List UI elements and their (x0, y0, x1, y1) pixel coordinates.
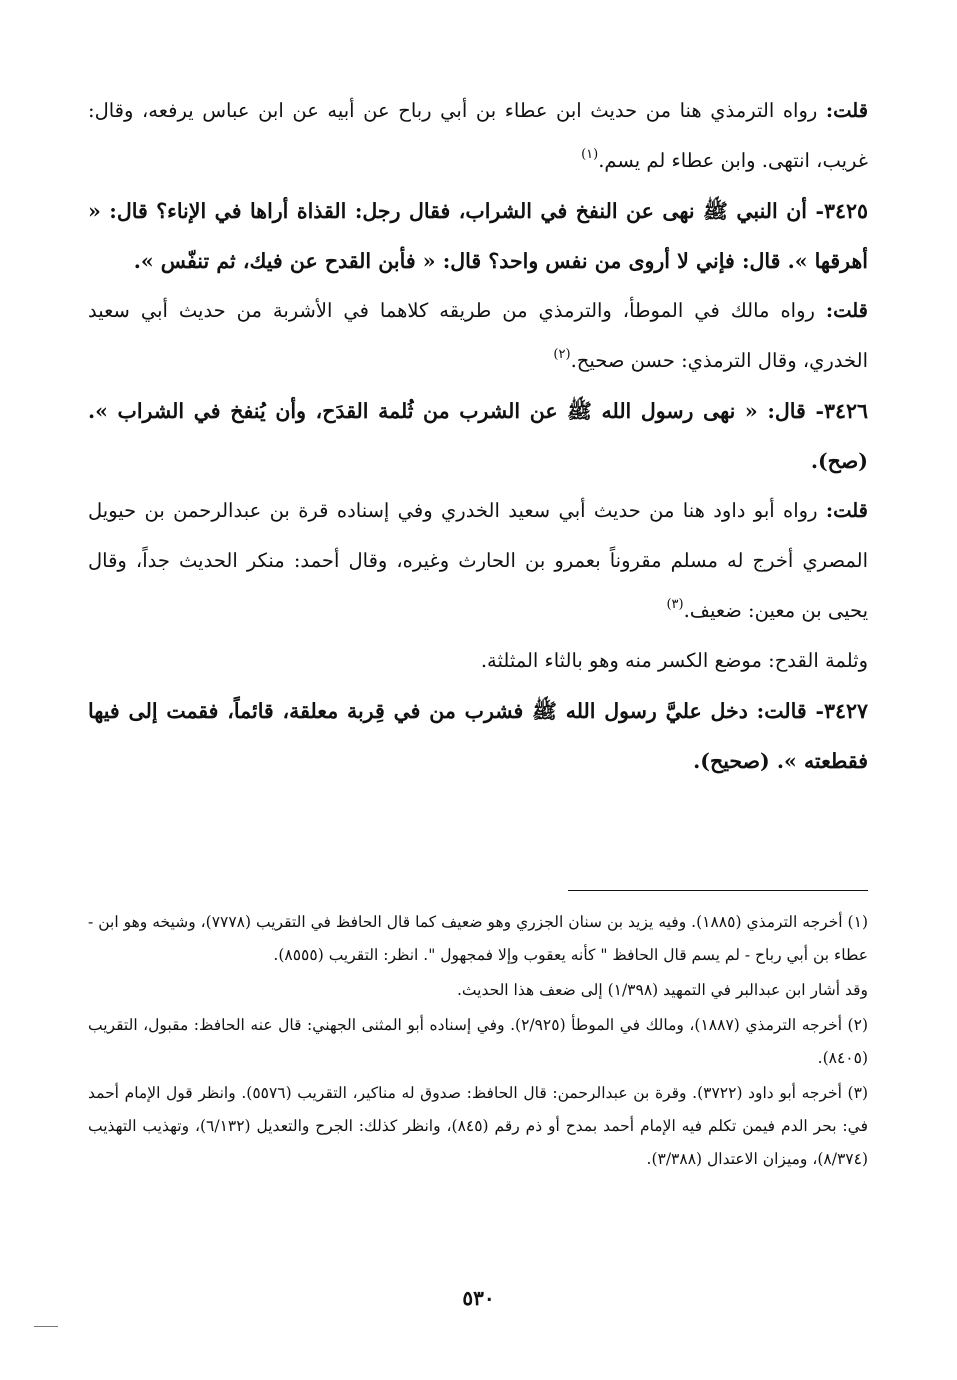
commentary-paragraph-1 (88, 86, 868, 186)
footnote-ref-1[interactable]: (١) (581, 147, 599, 162)
footnote-1-continued: وقد أشار ابن عبدالبر في التمهيد (١/٣٩٨) إلى ضعف هذا الحديث. (456, 981, 868, 999)
commentary-paragraph-2 (88, 286, 868, 386)
scan-edge-mark (34, 1326, 58, 1327)
footnote-ref-3[interactable]: (٣) (666, 597, 684, 612)
hadith-3425: ٣٤٢٥- أن النبي ﷺ نهى عن النفخ في الشراب، فقال رجل: القذاة أراها في الإناء؟ قال: « أهرقها ». قال: فإني لا أروى من نفس واحد؟ قال: « فأبن القدح عن فيك، ثم تنفّس ». (88, 199, 868, 273)
commentary-text: رواه الترمذي هنا من حديث ابن عطاء بن أبي رباح عن أبيه عن ابن عباس يرفعه، وقال: غريب، انتهى. وابن عطاء لم يسم. (88, 99, 868, 172)
footnote-1: (١) أخرجه الترمذي (١٨٨٥). وفيه يزيد بن سنان الجزري وهو ضعيف كما قال الحافظ في التقريب (٧٧٧٨)، وشيخه وهو ابن - عطاء بن أبي رباح - لم يسم قال الحافظ " كأنه يعقوب وإلا فمجهول ". انظر: التقريب (٨٥٥٥). (88, 913, 868, 964)
commentary-lead: قلت: (825, 299, 868, 322)
page-number: ٥٣٠ (462, 1286, 495, 1310)
footnote-ref-2[interactable]: (٢) (553, 347, 571, 362)
main-text (88, 86, 868, 786)
commentary-paragraph-3 (88, 486, 868, 636)
footnotes (88, 906, 868, 1178)
footnote-3: (٣) أخرجه أبو داود (٣٧٢٢). وقرة بن عبدالرحمن: قال الحافظ: صدوق له مناكير، التقريب (٥٥٧٦). وانظر قول الإمام أحمد في: بحر الدم فيمن تكلم فيه الإمام أحمد بمدح أو ذم رقم (٨٤٥)، وانظر كذلك: الجرح والتعديل (٦/١٣٢)، وتهذيب التهذيب (٨/٣٧٤)، وميزان الاعتدال (٣/٣٨٨). (88, 1084, 868, 1168)
commentary-text: رواه أبو داود هنا من حديث أبي سعيد الخدري وفي إسناده قرة بن عبدالرحمن بن حيويل المصري أخرج له مسلم مقروناً بعمرو بن الحارث وغيره، وقال أحمد: منكر الحديث جداً، وقال يحيى بن معين: ضعيف. (88, 499, 868, 622)
explanation-paragraph: وثلمة القدح: موضع الكسر منه وهو بالثاء المثلثة. (480, 649, 868, 672)
hadith-3427: ٣٤٢٧- قالت: دخل عليَّ رسول الله ﷺ فشرب من في قِربة معلقة، قائماً، فقمت إلى فيها فقطعته ». (صحيح). (88, 699, 868, 773)
commentary-lead: قلت: (825, 499, 868, 522)
commentary-text: رواه مالك في الموطأ، والترمذي من طريقه كلاهما في الأشربة من حديث أبي سعيد الخدري، وقال الترمذي: حسن صحيح. (88, 299, 868, 372)
footnote-separator (568, 890, 868, 891)
commentary-lead: قلت: (825, 99, 869, 122)
hadith-3426: ٣٤٢٦- قال: « نهى رسول الله ﷺ عن الشرب من ثُلمة القدَح، وأن يُنفخ في الشراب ». (صح). (88, 399, 868, 473)
footnote-2: (٢) أخرجه الترمذي (١٨٨٧)، ومالك في الموطأ (٢/٩٢٥). وفي إسناده أبو المثنى الجهني: قال عنه الحافظ: مقبول، التقريب (٨٤٠٥). (88, 1016, 868, 1067)
